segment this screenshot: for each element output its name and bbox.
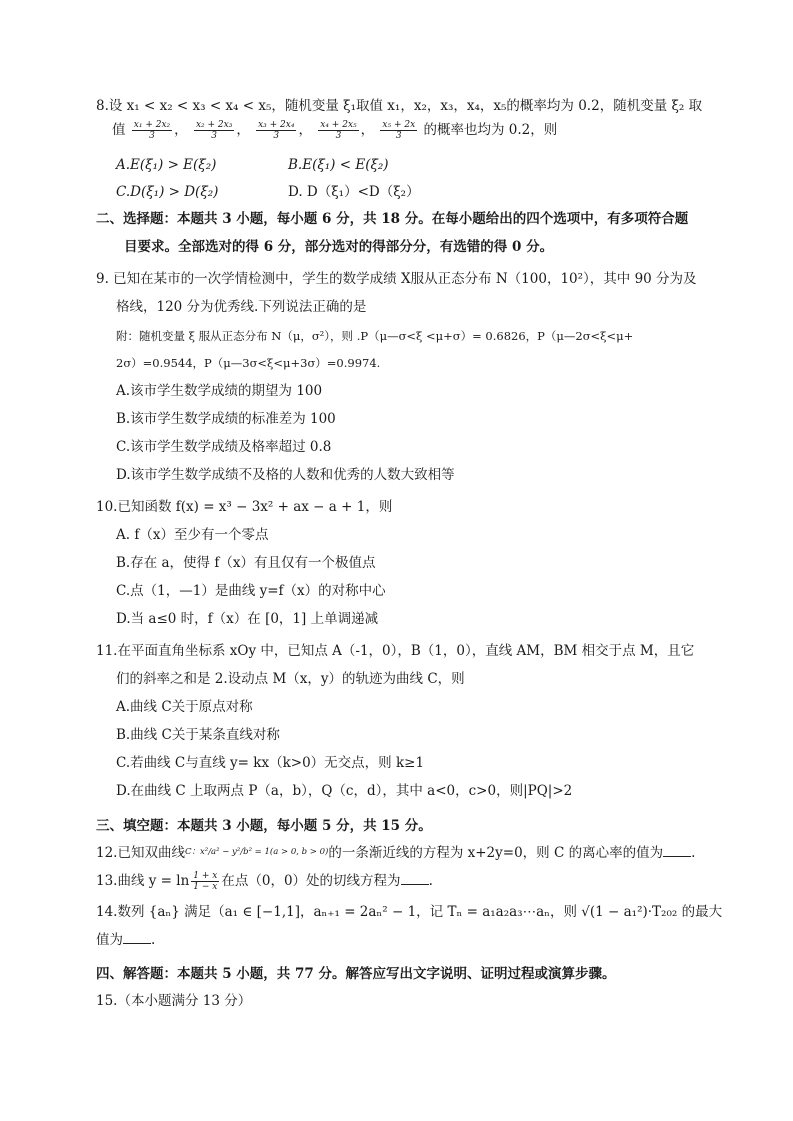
q14-line2-text: 值为 (96, 932, 123, 948)
q13-suffix: 在点（0，0）处的切线方程为 (221, 873, 401, 889)
q14-answer-blank (123, 931, 151, 944)
q8-line1: 8.设 x₁ < x₂ < x₃ < x₄ < x₅，随机变量 ξ₁取值 x₁，x₂，x₃，x₄，x₅的概率均为 0.2，随机变量 ξ₂ 取 (96, 98, 703, 114)
q9-line2: 格线，120 分为优秀线.下列说法正确的是 (116, 299, 367, 315)
q8-option-c: C.D(ξ₁) > D(ξ₂) (116, 184, 219, 200)
q8-fraction-3: $\frac{\text{x₃ + 2x₄}}{3}$ (258, 120, 295, 141)
q12-line: 12.已知双曲线$^{C:x^2/a^2 - y^2/b^2 = 1(a > 0, b > 0)}$的一条渐近线的方程为 x+2y=0，则 C 的离心率的值为 . (96, 845, 696, 861)
q11-line2: 们的斜率之和是 2.设动点 M（x，y）的轨迹为曲线 C，则 (116, 671, 465, 687)
q10-option-d: D.当 a≤0 时，f（x）在 [0，1] 上单调递减 (116, 611, 379, 627)
section-3-header: 三、填空题：本题共 3 小题，每小题 5 分，共 15 分。 (96, 818, 432, 834)
section-2-header-line1: 二、选择题：本题共 3 小题，每小题 6 分，共 18 分。在每小题给出的四个选项中，有多项符合题 (96, 211, 689, 227)
q13-prefix: 13.曲线 y = ln (96, 873, 190, 889)
q13-fraction: $\frac{1 + x}{1 - x}$ (193, 871, 218, 892)
section-4-header: 四、解答题：本题共 5 小题，共 77 分。解答应写出文字说明、证明过程或演算步骤。 (96, 966, 616, 982)
q8-option-a: A.E(ξ₁) > E(ξ₂) (116, 157, 217, 173)
q11-option-a: A.曲线 C关于原点对称 (116, 699, 253, 715)
section-2-header-line2: 目要求。全部选对的得 6 分，部分选对的得部分分，有选错的得 0 分。 (124, 239, 554, 255)
q10-option-b: B.存在 a，使得 f（x）有且仅有一个极值点 (116, 555, 376, 571)
q12-curve-equation: C：x²/a² − y²/b² = 1(a > 0, b > 0) (184, 847, 329, 857)
q8-fraction-2: $\frac{\text{x₂ + 2x₃}}{3}$ (195, 120, 233, 141)
q9-option-a: A.该市学生数学成绩的期望为 100 (116, 383, 323, 399)
q14-line1: 14.数列 {aₙ} 满足（a₁ ∈ [−1,1]，aₙ₊₁ = 2aₙ² − 1，记 Tₙ = a₁a₂a₃⋯aₙ，则 √(1 − a₁²)·T₂₀₂ 的最大 (96, 904, 723, 920)
q13-line: 13.曲线 y = ln $\frac{1 + x}{1 - x}$ 在点（0，0）处的切线方程为 . (96, 871, 433, 892)
q8-line2-prefix: 值 (112, 122, 126, 138)
q11-option-b: B.曲线 C关于某条直线对称 (116, 727, 280, 743)
q10-option-a: A. f（x）至少有一个零点 (116, 527, 269, 543)
q8-fraction-1: $\frac{\text{x₁ + 2x₂}}{3}$ (133, 120, 171, 141)
q9-option-d: D.该市学生数学成绩不及格的人数和优秀的人数大致相等 (116, 467, 455, 483)
q8-line2-suffix: 的概率也均为 0.2，则 (423, 122, 558, 138)
q10-line1: 10.已知函数 f(x) = x³ − 3x² + ax − a + 1，则 (96, 499, 393, 515)
q12-prefix: 12.已知双曲线 (96, 845, 185, 861)
q8-line2: 值 $\frac{\text{x₁ + 2x₂}}{3}$ ， $\frac{\text{x₂ + 2x₃}}{3}$ ， $\frac{\text{x₃ + 2x₄}}{3}$ ， $\frac{\text{x₄ + 2x₅}}{3}$ ， $\frac{\text{x₅ + 2x}}{3}$ 的概率也均为 0.2，则 (112, 120, 558, 141)
q8-option-b: B.E(ξ₁) < E(ξ₂) (288, 157, 389, 173)
q15-header: 15.（本小题满分 13 分） (96, 993, 252, 1009)
q8-fraction-4: $\frac{\text{x₄ + 2x₅}}{3}$ (320, 120, 357, 141)
q14-line2: 值为 . (96, 932, 156, 948)
q12-suffix: 的一条渐近线的方程为 x+2y=0，则 C 的离心率的值为 (328, 845, 664, 861)
q9-line1: 9. 已知在某市的一次学情检测中，学生的数学成绩 X服从正态分布 N（100，10²），其中 90 分为及 (96, 271, 697, 287)
q9-note-line1: 附：随机变量 ξ 服从正态分布 N（μ，σ²），则 .P（μ—σ<ξ <μ+σ）= 0.6826，P（μ—2σ<ξ<μ+ (116, 329, 634, 343)
q13-answer-blank (401, 872, 429, 885)
q11-option-c: C.若曲线 C与直线 y= kx（k>0）无交点，则 k≥1 (116, 755, 425, 771)
q9-option-c: C.该市学生数学成绩及格率超过 0.8 (116, 439, 332, 455)
q8-fraction-5: $\frac{\text{x₅ + 2x}}{3}$ (382, 120, 416, 141)
q10-option-c: C.点（1，—1）是曲线 y=f（x）的对称中心 (116, 583, 386, 599)
q9-option-b: B.该市学生数学成绩的标准差为 100 (116, 411, 336, 427)
q11-option-d: D.在曲线 C 上取两点 P（a，b），Q（c，d），其中 a<0，c>0，则|PQ|>2 (116, 783, 573, 799)
q8-option-d: D. D（ξ₁）<D（ξ₂） (288, 184, 420, 200)
q9-note-line2: 2σ）=0.9544，P（μ—3σ<ξ<μ+3σ）=0.9974. (116, 356, 381, 370)
q12-answer-blank (663, 844, 691, 857)
q11-line1: 11.在平面直角坐标系 xOy 中，已知点 A（-1，0），B（1，0），直线 AM，BM 相交于点 M，且它 (96, 643, 695, 659)
